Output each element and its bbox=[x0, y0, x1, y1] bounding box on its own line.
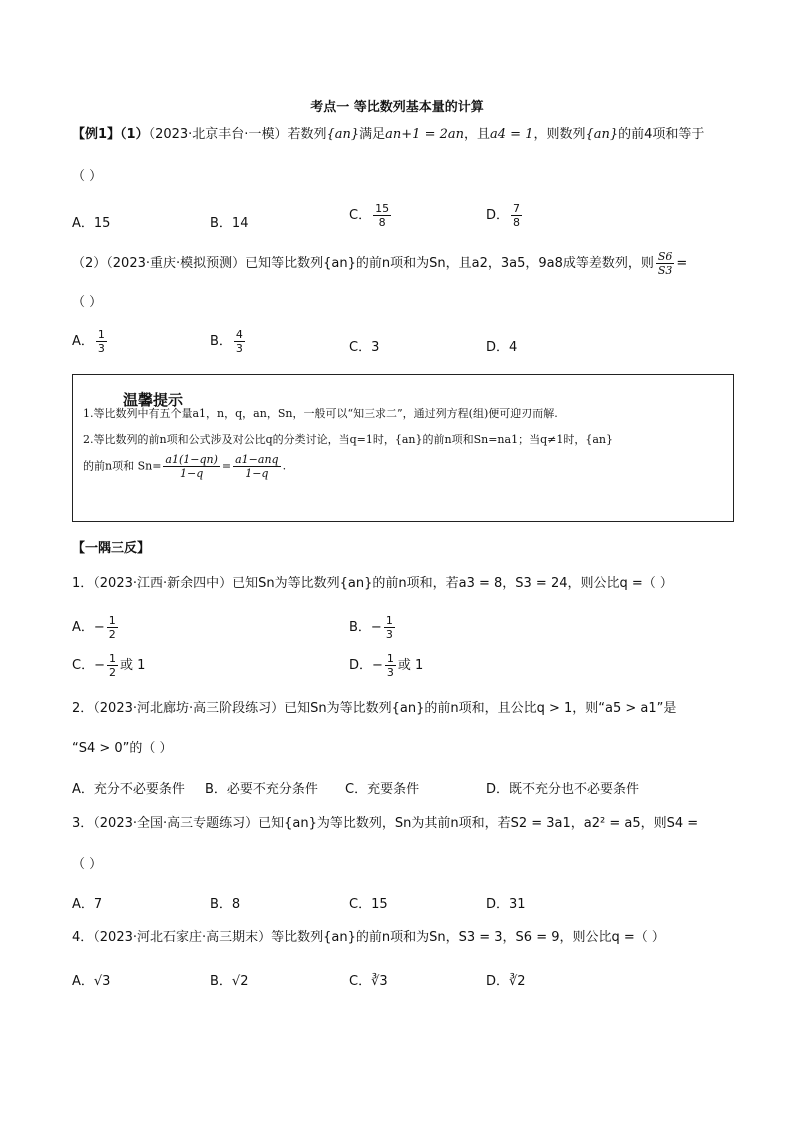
frac-num: 1 bbox=[108, 614, 116, 627]
problem-2-text-2: “S4 > 0”的（ ） bbox=[72, 741, 173, 756]
q2-option-a bbox=[72, 328, 109, 355]
q2-option-b-label: B． bbox=[210, 334, 232, 349]
frac-den: 8 bbox=[513, 216, 521, 229]
q1-sequence-2: {an} bbox=[585, 127, 619, 142]
q1-option-d bbox=[486, 202, 524, 229]
example1-q1-line bbox=[72, 126, 732, 144]
section-title: 考点一 等比数列基本量的计算 bbox=[310, 100, 484, 115]
frac-den: 3 bbox=[97, 342, 105, 355]
p3-option-c: C．15 bbox=[349, 897, 388, 912]
q1-option-d-fraction bbox=[511, 202, 522, 229]
frac-num: 1 bbox=[108, 652, 116, 665]
example1-q2-line bbox=[72, 250, 732, 277]
p1-option-c-fraction bbox=[107, 652, 118, 679]
q1-relation: an+1 = 2an bbox=[385, 127, 464, 142]
q1-text-e: 的前4项和等于 bbox=[618, 127, 705, 142]
q1-text-d: ，则数列 bbox=[533, 127, 586, 142]
q1-source: （2023·北京丰台·一模） bbox=[148, 127, 288, 142]
frac-den: 8 bbox=[378, 216, 386, 229]
q2-text: （2）（2023·重庆·模拟预测）已知等比数列{an}的前n项和为Sn，且a2，3a5，9a8成等差数列，则 bbox=[72, 256, 654, 271]
p1-option-d bbox=[349, 652, 423, 679]
p3-option-b: B．8 bbox=[210, 897, 241, 912]
p4-option-c: C．∛3 bbox=[349, 974, 388, 989]
p1-option-a bbox=[72, 614, 120, 641]
problem-1-text: 1．（2023·江西·新余四中）已知Sn为等比数列{an}的前n项和，若a3 = 8，S3 = 24，则公比q =（ ） bbox=[72, 576, 673, 591]
p4-option-d: D．∛2 bbox=[486, 974, 526, 989]
tip-line-1: 1.等比数列中有五个量a1，n，q，an，Sn，一般可以“知三求二”，通过列方程(组)便可迎刃而解. bbox=[83, 407, 558, 420]
p4-option-b: B．√2 bbox=[210, 974, 249, 989]
p4-option-a: A．√3 bbox=[72, 974, 111, 989]
q1-option-d-label: D． bbox=[486, 208, 510, 223]
p1-option-a-fraction bbox=[107, 614, 118, 641]
frac-den: 2 bbox=[108, 628, 116, 641]
problem-3-paren: （ ） bbox=[72, 857, 103, 872]
q1-option-a: A．15 bbox=[72, 216, 111, 231]
frac-den: 1−q bbox=[180, 467, 204, 480]
q1-option-c-label: C． bbox=[349, 208, 372, 223]
q1-text-b: 满足 bbox=[359, 127, 386, 142]
frac-num: 4 bbox=[235, 328, 243, 341]
tip-line-3-text: 的前n项和 Sn= bbox=[83, 459, 162, 473]
p2-option-b: B．必要不充分条件 bbox=[205, 782, 318, 797]
frac-den: 3 bbox=[235, 342, 243, 355]
p3-option-d: D．31 bbox=[486, 897, 526, 912]
q2-option-a-label: A． bbox=[72, 334, 94, 349]
tip-period: . bbox=[282, 459, 287, 473]
frac-den: S3 bbox=[657, 264, 673, 277]
q2-option-c: C．3 bbox=[349, 340, 380, 355]
tip-line-3 bbox=[83, 453, 286, 480]
problem-2-text: 2．（2023·河北廊坊·高三阶段练习）已知Sn为等比数列{an}的前n项和，且公比q > 1，则“a5 > a1”是 bbox=[72, 701, 677, 716]
frac-num: 1 bbox=[385, 614, 393, 627]
q1-option-c-fraction bbox=[373, 202, 391, 229]
practice-section-title: 【一隅三反】 bbox=[72, 541, 151, 556]
frac-num: a1−anq bbox=[235, 453, 279, 466]
p1-option-b bbox=[349, 614, 397, 641]
q2-option-b bbox=[210, 328, 247, 355]
tip-fraction-2 bbox=[233, 453, 280, 480]
example-label: 【例1】 bbox=[72, 127, 121, 142]
q2-option-a-fraction bbox=[96, 328, 107, 355]
p3-option-a: A．7 bbox=[72, 897, 103, 912]
q2-fraction bbox=[656, 250, 675, 277]
q1-sequence: {an} bbox=[326, 127, 360, 142]
problem-4-text: 4．（2023·河北石家庄·高三期末）等比数列{an}的前n项和为Sn，S3 = 3，S6 = 9，则公比q =（ ） bbox=[72, 930, 665, 945]
tip-box bbox=[72, 374, 734, 522]
q1-condition: a4 = 1 bbox=[490, 127, 534, 142]
p1-option-d-label: D．− bbox=[349, 658, 383, 673]
q1-option-c bbox=[349, 202, 393, 229]
frac-num: a1(1−qn) bbox=[165, 453, 218, 466]
q2-equals: = bbox=[676, 256, 688, 271]
p2-option-c: C．充要条件 bbox=[345, 782, 420, 797]
p1-option-d-tail: 或 1 bbox=[397, 658, 424, 673]
q1-option-b: B．14 bbox=[210, 216, 249, 231]
p1-option-d-fraction bbox=[385, 652, 396, 679]
p1-option-b-fraction bbox=[384, 614, 395, 641]
q1-text-a: 若数列 bbox=[287, 127, 327, 142]
frac-num: 1 bbox=[386, 652, 394, 665]
p1-option-c bbox=[72, 652, 145, 679]
frac-den: 3 bbox=[385, 628, 393, 641]
p1-option-a-label: A．− bbox=[72, 620, 105, 635]
p2-option-a: A．充分不必要条件 bbox=[72, 782, 185, 797]
frac-num: 15 bbox=[375, 202, 390, 215]
p1-option-c-tail: 或 1 bbox=[119, 658, 146, 673]
p2-option-d: D．既不充分也不必要条件 bbox=[486, 782, 640, 797]
problem-3-text: 3．（2023·全国·高三专题练习）已知{an}为等比数列，Sn为其前n项和，若S2 = 3a1，a2² = a5，则S4 = bbox=[72, 816, 699, 831]
frac-den: 1−q bbox=[245, 467, 269, 480]
q2-option-b-fraction bbox=[234, 328, 245, 355]
q1-number: （1） bbox=[120, 127, 149, 142]
frac-num: 1 bbox=[97, 328, 105, 341]
tip-equals: = bbox=[221, 459, 232, 473]
q2-answer-paren: （ ） bbox=[72, 295, 103, 310]
tip-line-2: 2.等比数列的前n项和公式涉及对公比q的分类讨论，当q=1时，{an}的前n项和Sn=na1；当q≠1时，{an} bbox=[83, 433, 613, 446]
tip-fraction-1 bbox=[163, 453, 219, 480]
p1-option-b-label: B．− bbox=[349, 620, 382, 635]
q1-answer-paren: （ ） bbox=[72, 169, 103, 184]
tip-title: 温馨提示 bbox=[123, 391, 184, 409]
frac-den: 2 bbox=[108, 666, 116, 679]
frac-num: S6 bbox=[657, 250, 673, 263]
p1-option-c-label: C．− bbox=[72, 658, 105, 673]
frac-num: 7 bbox=[513, 202, 521, 215]
frac-den: 3 bbox=[386, 666, 394, 679]
q2-option-d: D．4 bbox=[486, 340, 518, 355]
q1-text-c: ，且 bbox=[464, 127, 491, 142]
